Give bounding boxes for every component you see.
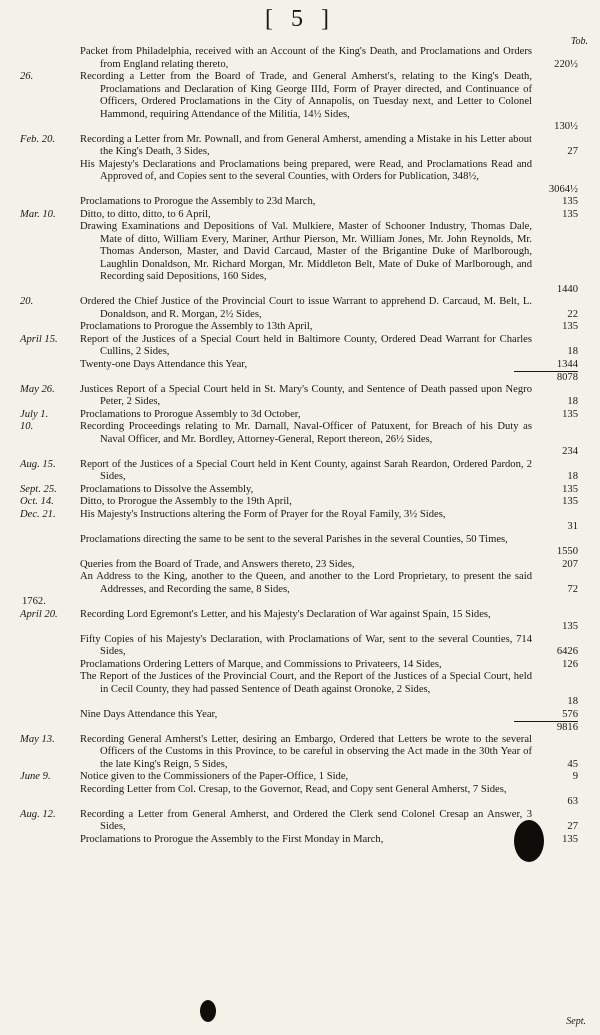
ledger-entry [0, 334, 600, 359]
entry-text: Proclamations to Prorogue the Assembly to 13th April, [80, 321, 313, 332]
ledger-entry [0, 421, 600, 459]
ledger-entry [0, 571, 600, 596]
ledger-entry [0, 159, 600, 197]
ledger-entry [0, 784, 600, 809]
ledger-entry [0, 371, 600, 384]
entry-text: Packet from Philadelphia, received with an Account of the King's Death, and Proclamations and Orders from England relating thereto, [80, 46, 532, 70]
entry-amount: 135 [562, 483, 578, 495]
entry-text: Proclamations directing the same to be sent to the several Parishes in the several Counties, 50 Times, [80, 533, 508, 545]
entry-amount: 18 [567, 396, 578, 407]
year-heading: 1762. [22, 596, 46, 607]
entry-amount: 18 [567, 346, 578, 357]
entry-text: Fifty Copies of his Majesty's Declaration, with Proclamations of War, sent to the several Counties, 714 Sides, [80, 633, 532, 657]
entry-text: Recording Lord Egremont's Letter, and his Majesty's Declaration of War against Spain, 15 Sides, [80, 608, 491, 620]
ledger-entry [0, 609, 600, 634]
entry-amount: 6426 [556, 646, 578, 657]
entry-text: Report of the Justices of a Special Court held in Kent County, against Sarah Reardon, Ordered Pardon, 2 Sides, [80, 458, 532, 482]
entry-text: Proclamations to Prorogue Assembly to 3d October, [80, 408, 301, 420]
ledger-entry [0, 321, 600, 334]
ledger-entry [0, 559, 600, 572]
entry-amount: 63 [567, 796, 578, 807]
ledger-entry [0, 221, 600, 296]
entry-amount: 126 [562, 658, 578, 670]
entry-date: April 15. [20, 333, 58, 345]
entry-text: Queries from the Board of Trade, and Answers thereto, 23 Sides, [80, 558, 355, 570]
entry-amount: 27 [567, 146, 578, 157]
ledger-entry [0, 359, 600, 372]
ledger-entries [0, 46, 600, 846]
entry-text: An Address to the King, another to the Queen, and another to the Lord Proprietary, to present the said Addresses, and Recording the same, 8 Sides, [80, 571, 532, 595]
entry-amount: 22 [567, 308, 578, 320]
entry-amount: 135 [562, 408, 578, 420]
entry-amount: 1550 [556, 546, 578, 557]
entry-text: Recording Letter from Col. Cresap, to the Governor, Read, and Copy sent General Amherst, 7 Sides, [80, 783, 507, 795]
ledger-entry [0, 709, 600, 722]
ink-blot [514, 820, 544, 862]
page-number: [ 5 ] [265, 6, 335, 32]
entry-amount: 576 [514, 709, 578, 723]
entry-amount: 27 [567, 821, 578, 832]
ledger-entry [0, 509, 600, 534]
entry-text: Proclamations to Prorogue the Assembly to the First Monday in March, [80, 833, 384, 845]
column-label: Tob. [570, 36, 588, 47]
entry-date: Aug. 12. [20, 808, 56, 820]
entry-date: 20. [20, 296, 34, 307]
entry-date: 26. [20, 71, 34, 82]
entry-text: Proclamations to Dissolve the Assembly, [80, 483, 254, 495]
entry-amount: 130½ [554, 121, 578, 132]
ledger-entry [0, 196, 600, 209]
entry-text: Drawing Examinations and Depositions of Val. Mulkiere, Master of Schooner Industry, Thomas Dale, Mate of ditto, William Every, Mariner, Arthur Pierson, Mr. William Jones, Mr. John Reynolds, Mr. Thomas Anderson, Master, and David Carcaud, Master of the Brigantine Duke of Marlborough, Laughlin Donaldson, Mr. Richard Morgan, Mr. Middleton Belt, Mate of Duke of Marlborough, and Recording said Depositions, 160 Sides, [80, 221, 532, 282]
entry-text: Recording a Letter from General Amherst, and Ordered the Clerk send Colonel Cresap an Answer, 3 Sides, [80, 808, 532, 832]
ledger-entry [0, 459, 600, 484]
ledger-entry [0, 671, 600, 709]
entry-text [80, 721, 532, 734]
entry-amount: 207 [562, 558, 578, 570]
ledger-entry [0, 484, 600, 497]
entry-amount: 135 [562, 196, 578, 207]
catchword: Sept. [566, 1016, 586, 1027]
entry-amount: 9 [572, 771, 578, 782]
entry-date: Aug. 15. [20, 458, 56, 470]
entry-text: His Majesty's Declarations and Proclamations being prepared, were Read, and Proclamations Read and Approved of, and Copies sent to the several Counties, with Orders for Publication, 348½, [80, 158, 532, 182]
entry-amount: 135 [562, 321, 578, 332]
entry-amount: 9816 [514, 721, 578, 735]
ledger-entry [0, 296, 600, 321]
entry-text: Justices Report of a Special Court held in St. Mary's County, and Sentence of Death passed upon Negro Peter, 2 Sides, [80, 383, 532, 407]
entry-amount: 135 [562, 621, 578, 632]
entry-date: May 13. [20, 733, 55, 745]
ledger-entry [0, 71, 600, 134]
entry-text: Recording a Letter from Mr. Pownall, and from General Amherst, amending a Mistake in his Letter about the King's Death, 3 Sides, [80, 133, 532, 157]
ink-blot [200, 1000, 216, 1022]
entry-text: The Report of the Justices of the Provincial Court, and the Report of the Justices of a Special Court, held in Cecil County, they had passed Sentence of Death against Oronoke, 2 Sides, [80, 671, 532, 695]
entry-text [80, 596, 532, 609]
entry-text: His Majesty's Instructions altering the Form of Prayer for the Royal Family, 3½ Sides, [80, 508, 446, 520]
ledger-entry [0, 384, 600, 409]
ledger-entry [0, 134, 600, 159]
entry-date: Feb. 20. [20, 133, 56, 145]
ledger-entry [0, 659, 600, 672]
entry-date: Oct. 14. [20, 496, 54, 507]
entry-date: July 1. [20, 408, 49, 420]
entry-text: Ditto, to ditto, ditto, to 6 April, [80, 208, 211, 220]
entry-date: Mar. 10. [20, 208, 56, 220]
ledger-entry [0, 834, 600, 847]
entry-text: Recording Proceedings relating to Mr. Darnall, Naval-Officer of Patuxent, for Breach of his Duty as Naval Officer, and Mr. Bordley, Attorney-General, Report thereon, 26½ Sides, [80, 421, 532, 445]
entry-text: Report of the Justices of a Special Court held in Baltimore County, Ordered Dead Warrant for Charles Cullins, 2 Sides, [80, 333, 532, 357]
entry-date: 10. [20, 421, 34, 432]
entry-text: Ordered the Chief Justice of the Provincial Court to issue Warrant to apprehend D. Carcaud, M. Belt, L. Donaldson, and R. Morgan, 2½ Sides, [80, 296, 532, 320]
ledger-entry [0, 634, 600, 659]
entry-amount: 3064½ [548, 183, 578, 195]
entry-date: Dec. 21. [20, 508, 56, 520]
entry-amount: 8078 [514, 371, 578, 385]
entry-amount: 18 [567, 471, 578, 482]
entry-text: Twenty-one Days Attendance this Year, [80, 358, 248, 370]
ledger-entry [0, 409, 600, 422]
entry-amount: 220½ [554, 58, 578, 70]
entry-text: Recording a Letter from the Board of Trade, and General Amherst's, relating to the King's Death, Proclamations and Declaration of King George IIId, Form of Prayer directed, and Continuance of Officers, Ordered Proclamations in the City of Annapolis, on Tuesday next, and Letter to Colonel Hammond, requiring Attendance of the Militia, 14½ Sides, [80, 71, 532, 120]
entry-text: Nine Days Attendance this Year, [80, 708, 218, 720]
ledger-entry [0, 46, 600, 71]
entry-text: Proclamations to Prorogue the Assembly to 23d March, [80, 196, 316, 207]
entry-date: April 20. [20, 608, 58, 620]
entry-text: Ditto, to Prorogue the Assembly to the 19th April, [80, 496, 292, 507]
ledger-entry [0, 496, 600, 509]
entry-text: Recording General Amherst's Letter, desiring an Embargo, Ordered that Letters be wrote to the several Officers of the Customs in this Province, to be careful in observing the Act made in the 30th Year of the late King's Reign, 5 Sides, [80, 733, 532, 770]
ledger-entry [0, 721, 600, 734]
entry-amount: 135 [562, 208, 578, 220]
entry-amount: 234 [562, 446, 578, 457]
entry-date: Sept. 25. [20, 483, 57, 495]
entry-text [80, 371, 532, 384]
entry-text: Proclamations Ordering Letters of Marque, and Commissions to Privateers, 14 Sides, [80, 658, 442, 670]
entry-amount: 18 [567, 696, 578, 707]
entry-text: Notice given to the Commissioners of the Paper-Office, 1 Side, [80, 771, 349, 782]
ledger-entry [0, 209, 600, 222]
entry-amount: 31 [567, 521, 578, 532]
entry-amount: 1344 [514, 359, 578, 373]
ledger-entry [0, 596, 600, 609]
entry-amount: 135 [562, 496, 578, 507]
entry-amount: 135 [562, 833, 578, 845]
ledger-entry [0, 534, 600, 559]
entry-amount: 45 [567, 758, 578, 770]
entry-date: May 26. [20, 383, 55, 395]
entry-amount: 1440 [556, 283, 578, 295]
ledger-entry [0, 771, 600, 784]
ledger-entry [0, 734, 600, 772]
ledger-entry [0, 809, 600, 834]
entry-amount: 72 [567, 583, 578, 595]
entry-date: June 9. [20, 771, 51, 782]
